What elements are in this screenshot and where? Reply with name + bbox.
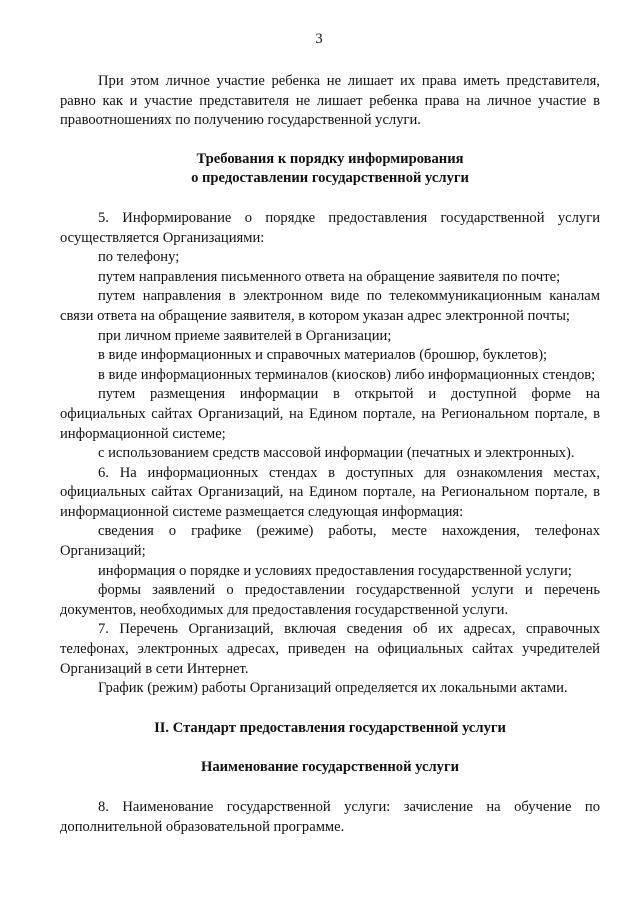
way-item: по телефону;	[98, 249, 180, 266]
info-item: формы заявлений о предоставлении государственной услуги и перечень документов, необходимых для предоставления государственной услуги.	[60, 582, 600, 618]
item-8: 8. Наименование государственной услуги: зачисление на обучение по дополнительной образовательной программе.	[60, 799, 600, 835]
page-content	[60, 72, 600, 837]
item-5: 5. Информирование о порядке предоставления государственной услуги осуществляется Организациями:	[60, 209, 600, 246]
heading-requirements-line2: о предоставлении государственной услуги	[191, 170, 469, 187]
service-name-heading: Наименование государственной услуги	[201, 759, 459, 776]
way-item: с использованием средств массовой информации (печатных и электронных).	[98, 445, 575, 462]
way-item: при личном приеме заявителей в Организации;	[98, 327, 392, 344]
page-number: 3	[315, 31, 323, 47]
info-item: сведения о графике (режиме) работы, месте нахождения, телефонах Организаций;	[60, 523, 600, 560]
heading-requirements-line1: Требования к порядку информирования	[196, 150, 464, 167]
paragraph-intro: При этом личное участие ребенка не лишает их права иметь представителя, равно как и участие представителя не лишает ребенка права на личное участие в правоотношениях по получению государственной услуги.	[60, 73, 600, 129]
way-item: путем размещения информации в открытой и доступной форме на официальных сайтах Организаций, на Едином портале, на Региональном портале, в информационной системе;	[60, 386, 600, 442]
info-item: информация о порядке и условиях предоставления государственной услуги;	[98, 562, 572, 579]
way-item: путем направления в электронном виде по телекоммуникационным каналам связи ответа на обращение заявителя, в котором указан адрес электронной почты;	[60, 288, 600, 324]
schedule-paragraph: График (режим) работы Организаций определяется их локальными актами.	[98, 680, 568, 697]
item-7: 7. Перечень Организаций, включая сведения об их адресах, справочных телефонах, электронных адресах, приведен на официальных сайтах учредителей Организаций в сети Интернет.	[60, 621, 600, 677]
item-6: 6. На информационных стендах в доступных для ознакомления местах, официальных сайтах Организаций, на Едином портале, на Региональном портале, в информационной системе размещается следующая информация:	[60, 464, 600, 520]
way-item: путем направления письменного ответа на обращение заявителя по почте;	[98, 268, 561, 285]
way-item: в виде информационных и справочных материалов (брошюр, буклетов);	[98, 347, 548, 364]
way-item: в виде информационных терминалов (киосков) либо информационных стендов;	[98, 366, 596, 383]
section-2-heading: II. Стандарт предоставления государственной услуги	[154, 719, 506, 736]
